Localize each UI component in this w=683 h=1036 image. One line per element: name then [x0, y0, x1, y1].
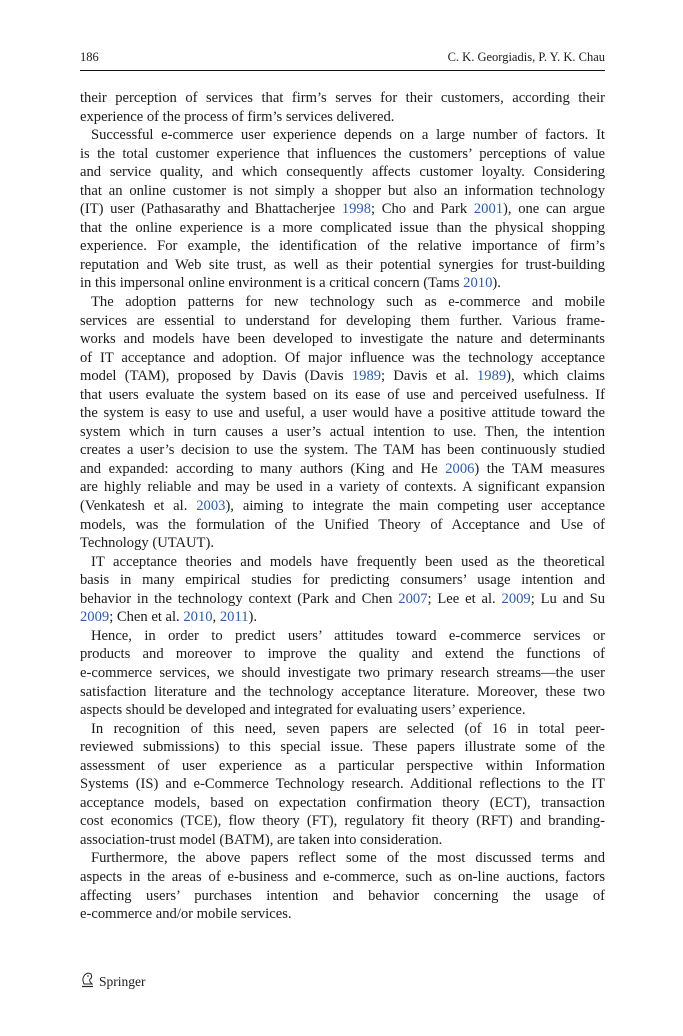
text-segment: services are essential to understand for developing them further. Various frame-	[80, 312, 605, 329]
text-segment: of IT acceptance and adoption. Of major influence was the technology acceptance	[80, 349, 605, 366]
text-line	[80, 274, 605, 293]
text-segment: association-trust model (BATM), are taken into consideration.	[80, 831, 443, 848]
text-line	[80, 608, 605, 627]
text-line	[80, 256, 605, 275]
header-rule	[80, 70, 605, 71]
text-line	[80, 108, 605, 127]
paragraph	[80, 627, 605, 720]
text-line	[80, 645, 605, 664]
text-line	[80, 887, 605, 906]
citation-link[interactable]: 2011	[219, 609, 249, 626]
text-line	[80, 868, 605, 887]
citation-link[interactable]: 2009	[80, 609, 110, 626]
text-line	[80, 905, 605, 924]
text-line	[80, 849, 605, 868]
citation-link[interactable]: 2009	[501, 590, 531, 607]
springer-knight-logo-icon	[80, 971, 95, 992]
citation-link[interactable]: 1989	[476, 368, 507, 385]
text-segment: ; Lu and Su	[530, 590, 605, 607]
text-segment: ; Cho and Park	[371, 201, 474, 218]
text-line	[80, 367, 605, 386]
text-line	[80, 497, 605, 516]
text-line	[80, 571, 605, 590]
text-segment: the system is easy to use and useful, a user would have a positive attitude toward the	[80, 405, 605, 422]
text-segment: cost economics (TCE), flow theory (FT), regulatory fit theory (RFT) and branding-	[80, 813, 605, 830]
text-segment: and service quality, and which consequently affects customer loyalty. Considering	[80, 164, 605, 181]
text-line	[80, 720, 605, 739]
text-line	[80, 553, 605, 572]
text-segment: ) the TAM measures	[474, 460, 605, 477]
text-line	[80, 831, 605, 850]
text-segment: that the online experience is a more complicated issue than the physical shopping	[80, 219, 605, 236]
text-line	[80, 516, 605, 535]
citation-link[interactable]: 1998	[341, 201, 372, 218]
body-text	[80, 89, 605, 924]
text-line	[80, 738, 605, 757]
text-segment: Systems (IS) and e-Commerce Technology research. Additional reflections to the IT	[80, 776, 605, 793]
text-line	[80, 590, 605, 609]
text-line	[80, 794, 605, 813]
text-segment: ; Chen et al.	[109, 609, 184, 626]
text-segment: experience. For example, the identification of the relative importance of firm’s	[80, 238, 605, 255]
text-segment: Successful e-commerce user experience depends on a large number of factors. It	[91, 127, 605, 144]
text-segment: model (TAM), proposed by Davis (Davis	[80, 368, 352, 385]
text-line	[80, 163, 605, 182]
paragraph	[80, 553, 605, 627]
paragraph	[80, 89, 605, 126]
text-line	[80, 126, 605, 145]
text-segment: aspects should be developed and integrated for evaluating users’ experience.	[80, 702, 526, 719]
text-segment: acceptance models, based on expectation confirmation theory (ECT), transaction	[80, 794, 605, 811]
paragraph	[80, 126, 605, 293]
paragraph	[80, 293, 605, 553]
citation-link[interactable]: 2001	[473, 201, 504, 218]
text-segment: is the total customer experience that influences the customers’ perceptions of value	[80, 145, 605, 162]
text-segment: ).	[492, 275, 501, 292]
text-segment: reviewed submissions) to this special issue. These papers illustrate some of the	[80, 739, 605, 756]
publisher-name: Springer	[99, 973, 146, 989]
text-segment: The adoption patterns for new technology such as e-commerce and mobile	[91, 294, 605, 311]
text-segment: (Venkatesh et al.	[80, 498, 197, 515]
text-line	[80, 757, 605, 776]
citation-link[interactable]: 2010	[183, 609, 213, 626]
text-segment: basis in many empirical studies for predicting consumers’ usage intention and	[80, 572, 605, 589]
text-line	[80, 182, 605, 201]
text-segment: that an online customer is not simply a shopper but also an information technology	[80, 182, 605, 199]
citation-link[interactable]: 2007	[398, 590, 428, 607]
citation-link[interactable]: 2010	[463, 275, 493, 292]
text-line	[80, 627, 605, 646]
text-segment: affecting users’ purchases intention and behavior concerning the usage of	[80, 887, 605, 904]
page-number: 186	[80, 50, 99, 64]
text-segment: and expanded: according to many authors (King and He	[80, 460, 446, 477]
text-line	[80, 349, 605, 368]
text-line	[80, 237, 605, 256]
text-line	[80, 312, 605, 331]
text-segment: e-commerce services, we should investigate two primary research streams—the user	[80, 664, 605, 681]
text-segment: ), which claims	[506, 368, 605, 385]
text-line	[80, 145, 605, 164]
paragraph	[80, 720, 605, 850]
text-segment: ; Davis et al.	[381, 368, 477, 385]
text-line	[80, 478, 605, 497]
running-header-authors: C. K. Georgiadis, P. Y. K. Chau	[447, 50, 605, 64]
text-line	[80, 441, 605, 460]
text-segment: products and moreover to improve the quality and extend the functions of	[80, 646, 605, 663]
text-line	[80, 683, 605, 702]
text-segment: ).	[248, 609, 258, 626]
text-line	[80, 330, 605, 349]
text-segment: ; Lee et al.	[427, 590, 502, 607]
text-segment: experience of the process of firm’s services delivered.	[80, 108, 395, 125]
text-segment: are highly reliable and may be used in a variety of contexts. A significant expansion	[80, 479, 605, 496]
text-line	[80, 386, 605, 405]
text-line	[80, 404, 605, 423]
citation-link[interactable]: 2006	[445, 460, 475, 477]
text-segment: reputation and Web site trust, as well as their potential synergies for trust-building	[80, 256, 605, 273]
text-line	[80, 775, 605, 794]
text-segment: their perception of services that firm’s serves for their customers, according their	[80, 90, 605, 106]
text-line	[80, 219, 605, 238]
text-segment: Hence, in order to predict users’ attitudes toward e-commerce services or	[91, 627, 605, 644]
text-segment: In recognition of this need, seven papers are selected (of 16 in total peer-	[91, 720, 605, 737]
text-line	[80, 293, 605, 312]
text-line	[80, 89, 605, 108]
text-segment: ,	[212, 609, 220, 626]
text-line	[80, 812, 605, 831]
text-line	[80, 423, 605, 442]
text-segment: ), aiming to integrate the main competing user acceptance	[225, 498, 605, 515]
text-segment: IT acceptance theories and models have frequently been used as the theoretical	[91, 553, 605, 570]
text-segment: Technology (UTAUT).	[80, 535, 214, 552]
text-segment: that users evaluate the system based on its ease of use and perceived usefulness. If	[80, 386, 605, 403]
text-line	[80, 701, 605, 720]
text-line	[80, 460, 605, 479]
footer	[80, 971, 146, 992]
running-header	[80, 50, 605, 65]
text-segment: behavior in the technology context (Park and Chen	[80, 590, 399, 607]
text-segment: works and models have been developed to investigate the nature and determinants	[80, 331, 605, 348]
text-segment: models, was the formulation of the Unified Theory of Acceptance and Use of	[80, 516, 605, 533]
text-segment: Furthermore, the above papers reflect some of the most discussed terms and	[91, 850, 605, 867]
text-segment: assessment of user experience as a particular perspective within Information	[80, 757, 605, 774]
text-segment: e-commerce and/or mobile services.	[80, 906, 292, 923]
text-line	[80, 664, 605, 683]
citation-link[interactable]: 1989	[351, 368, 382, 385]
text-segment: creates a user’s decision to use the system. The TAM has been continuously studied	[80, 442, 605, 459]
text-line	[80, 200, 605, 219]
text-segment: (IT) user (Pathasarathy and Bhattacherjee	[80, 201, 342, 218]
text-line	[80, 534, 605, 553]
citation-link[interactable]: 2003	[196, 498, 226, 515]
text-segment: in this impersonal online environment is a critical concern (Tams	[80, 275, 464, 292]
text-segment: system which in turn causes a user’s actual intention to use. Then, the intention	[80, 423, 605, 440]
text-segment: ), one can argue	[503, 201, 605, 218]
paragraph	[80, 849, 605, 923]
text-segment: aspects in the areas of e-business and e-commerce, such as on-line auctions, factors	[80, 868, 605, 885]
text-segment: satisfaction literature and the technology acceptance literature. Moreover, these two	[80, 683, 605, 700]
